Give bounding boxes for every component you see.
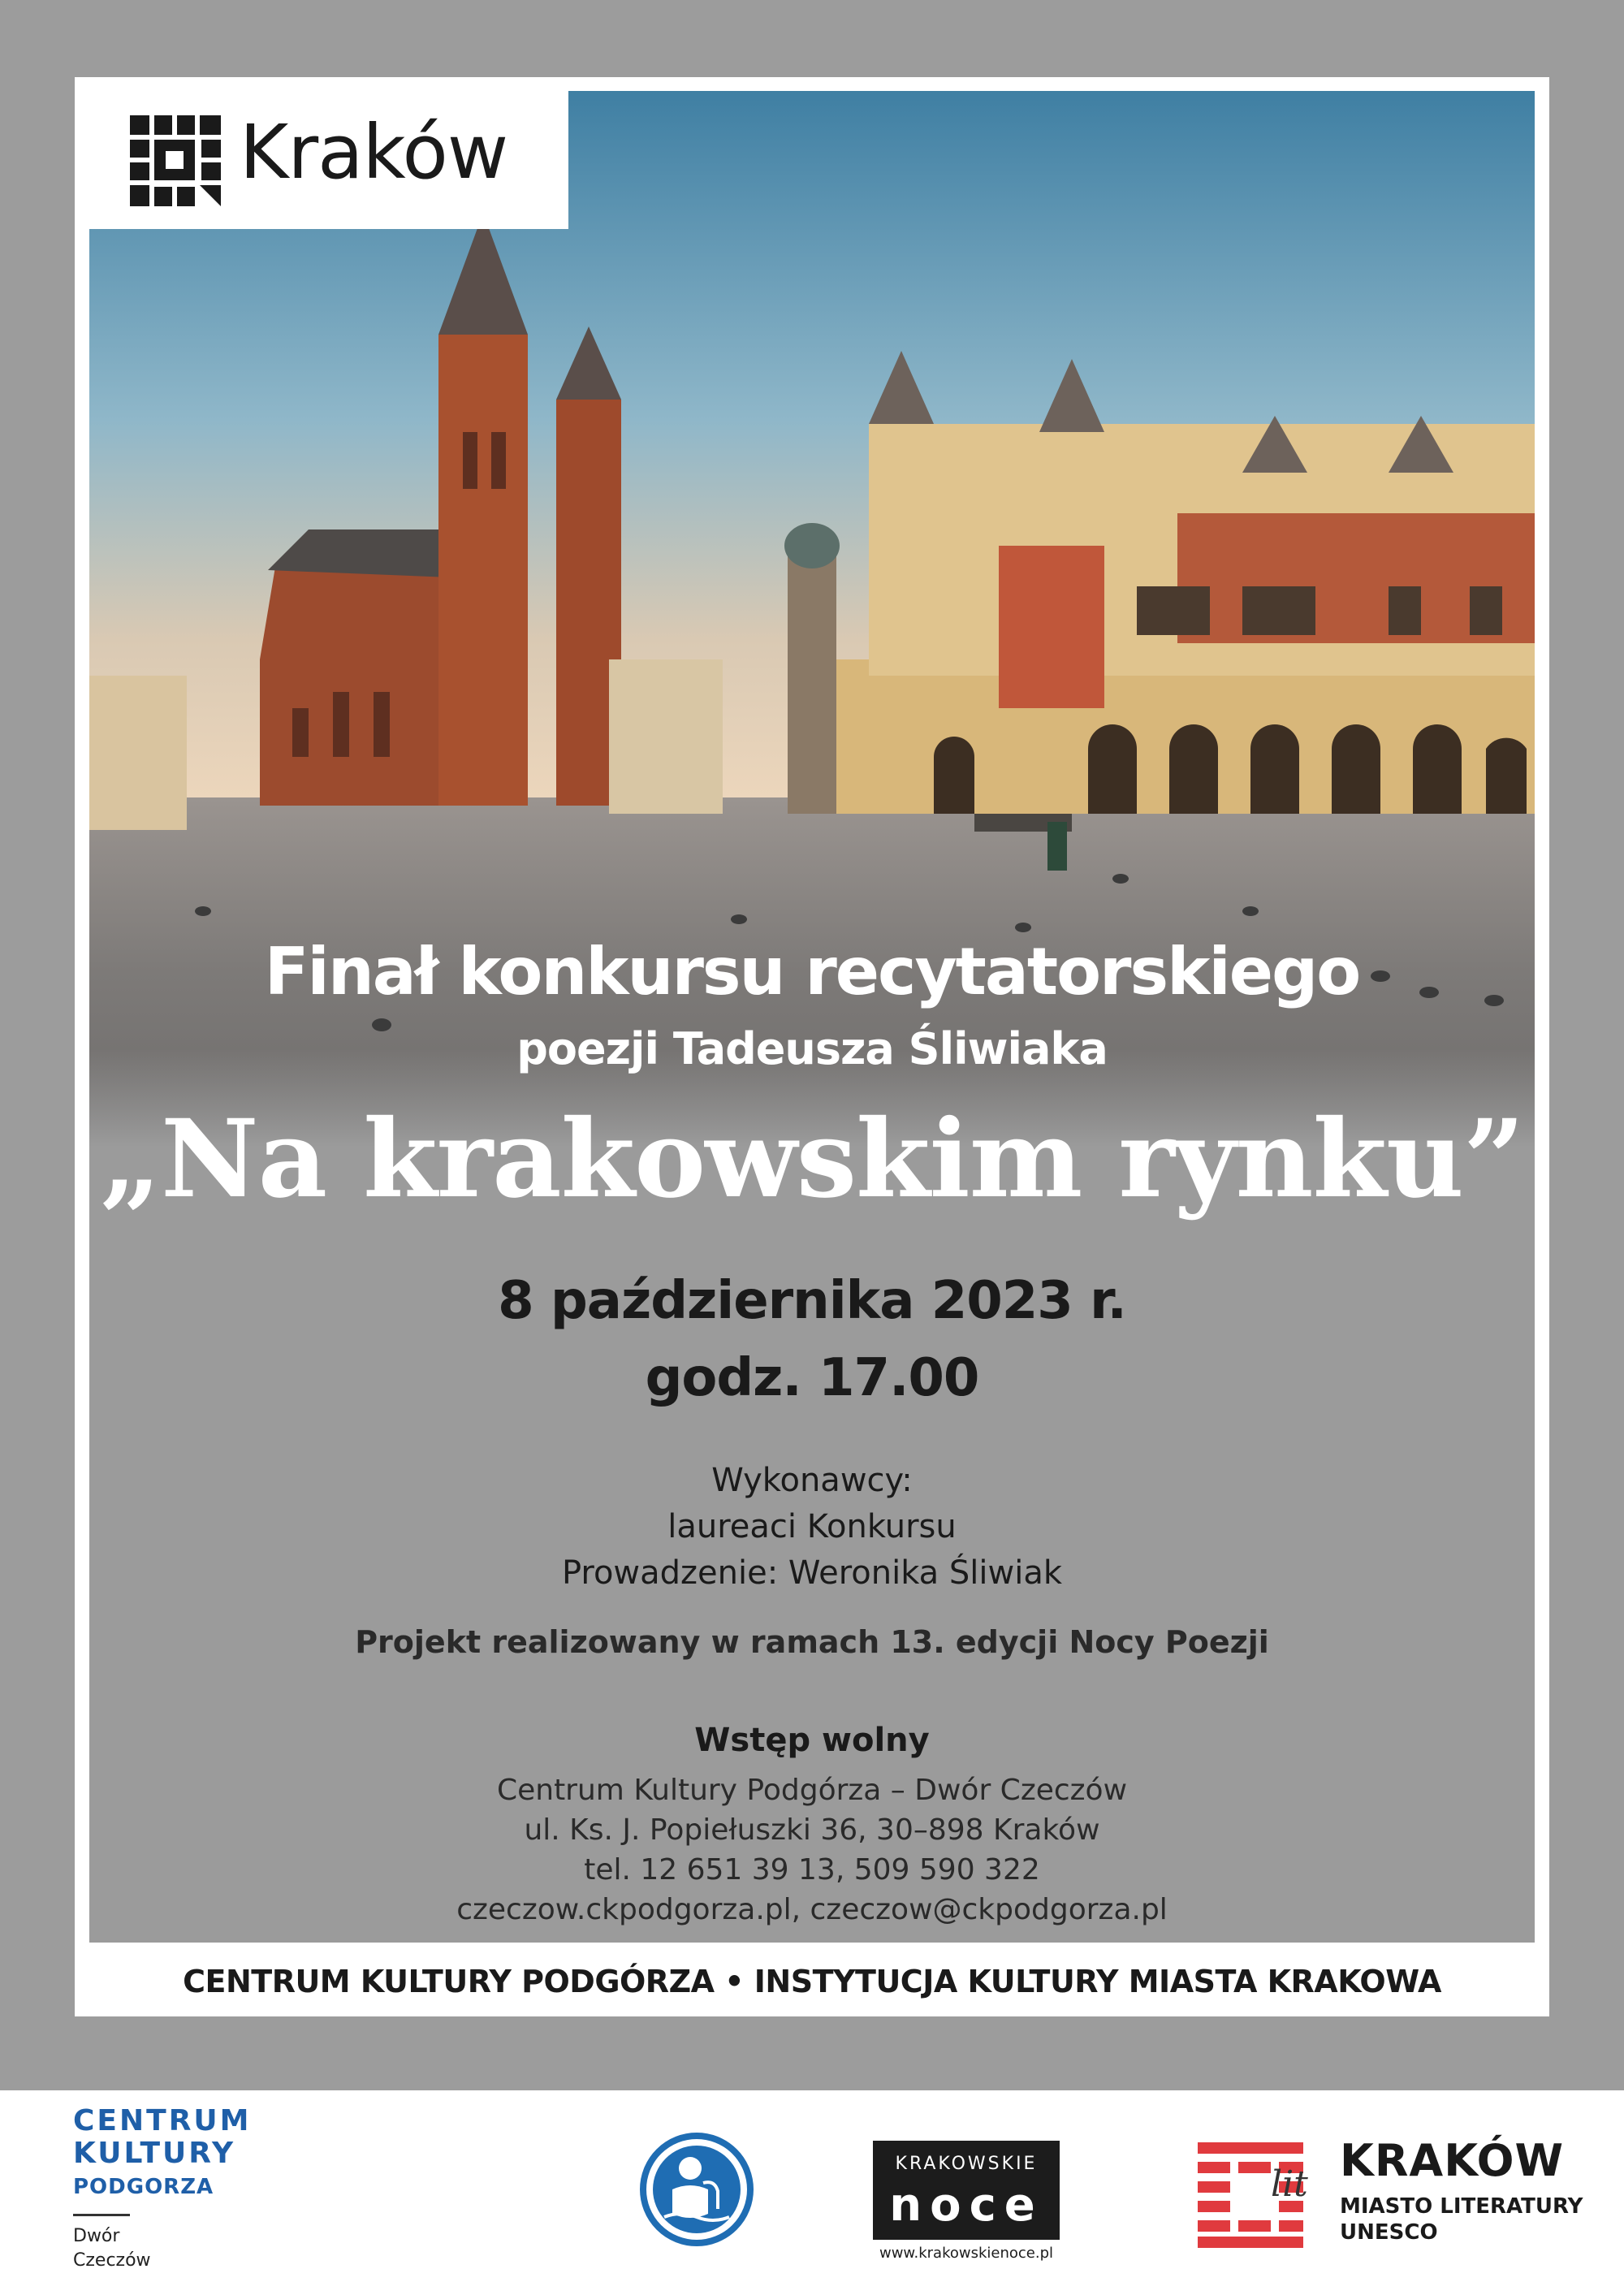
ckp-line-1: CENTRUM (73, 2104, 252, 2137)
address-line-2: ul. Ks. J. Popiełuszki 36, 30–898 Kraków (524, 1813, 1100, 1847)
krakow-logo-text: Kraków (240, 109, 508, 196)
project-note: Projekt realizowany w ramach 13. edycji Nocy Poezji (355, 1624, 1269, 1660)
performers-label: Wykonawcy: (711, 1462, 913, 1499)
performers-block (89, 1458, 1535, 1597)
entry-note: Wstęp wolny (694, 1722, 930, 1759)
ckp-line-2: KULTURY (73, 2137, 236, 2170)
noce-main-text: noce (889, 2179, 1043, 2232)
ckp-line-4: Dwór (73, 2226, 120, 2246)
ckp-line-3: PODGORZA (73, 2175, 214, 2199)
unesco-line-3: UNESCO (1340, 2220, 1438, 2245)
footer-text: CENTRUM KULTURY PODGÓRZA • INSTYTUCJA KULTURY MIASTA KRAKOWA (183, 1964, 1441, 1999)
event-date: 8 października 2023 r. (498, 1271, 1126, 1331)
address-block (89, 1770, 1535, 1930)
address-line-1: Centrum Kultury Podgórza – Dwór Czeczów (496, 1774, 1128, 1807)
title-line-1: Finał konkursu recytatorskiego (264, 934, 1360, 1009)
literature-script: lit (1271, 2163, 1308, 2205)
noce-top-text: KRAKOWSKIE (895, 2154, 1038, 2174)
ckp-line-5: Czeczów (73, 2250, 151, 2271)
address-line-3: tel. 12 651 39 13, 509 590 322 (584, 1853, 1040, 1887)
sponsor-logos (0, 2090, 1624, 2295)
performers-who: laureaci Konkursu (667, 1508, 957, 1545)
unesco-line-1: KRAKÓW (1340, 2135, 1565, 2186)
title-line-2: poezji Tadeusza Śliwiaka (516, 1023, 1108, 1074)
unesco-line-2: MIASTO LITERATURY (1340, 2194, 1583, 2219)
krakow-logo-icon (130, 115, 221, 206)
ckp-logo (73, 2105, 251, 2273)
krakowskie-noce-logo (873, 2141, 1060, 2240)
poster-panel (89, 91, 1535, 1943)
performers-host: Prowadzenie: Weronika Śliwiak (561, 1554, 1063, 1592)
poetry-lyre-badge-icon (640, 2133, 754, 2246)
noce-url: www.krakowskienoce.pl (879, 2245, 1054, 2262)
krakow-logo (89, 91, 568, 229)
ckp-divider (73, 2214, 130, 2216)
address-line-4: czeczow.ckpodgorza.pl, czeczow@ckpodgorza.pl (456, 1893, 1168, 1926)
event-time: godz. 17.00 (645, 1348, 979, 1408)
event-title: „Na krakowskim rynku” (100, 1096, 1524, 1222)
